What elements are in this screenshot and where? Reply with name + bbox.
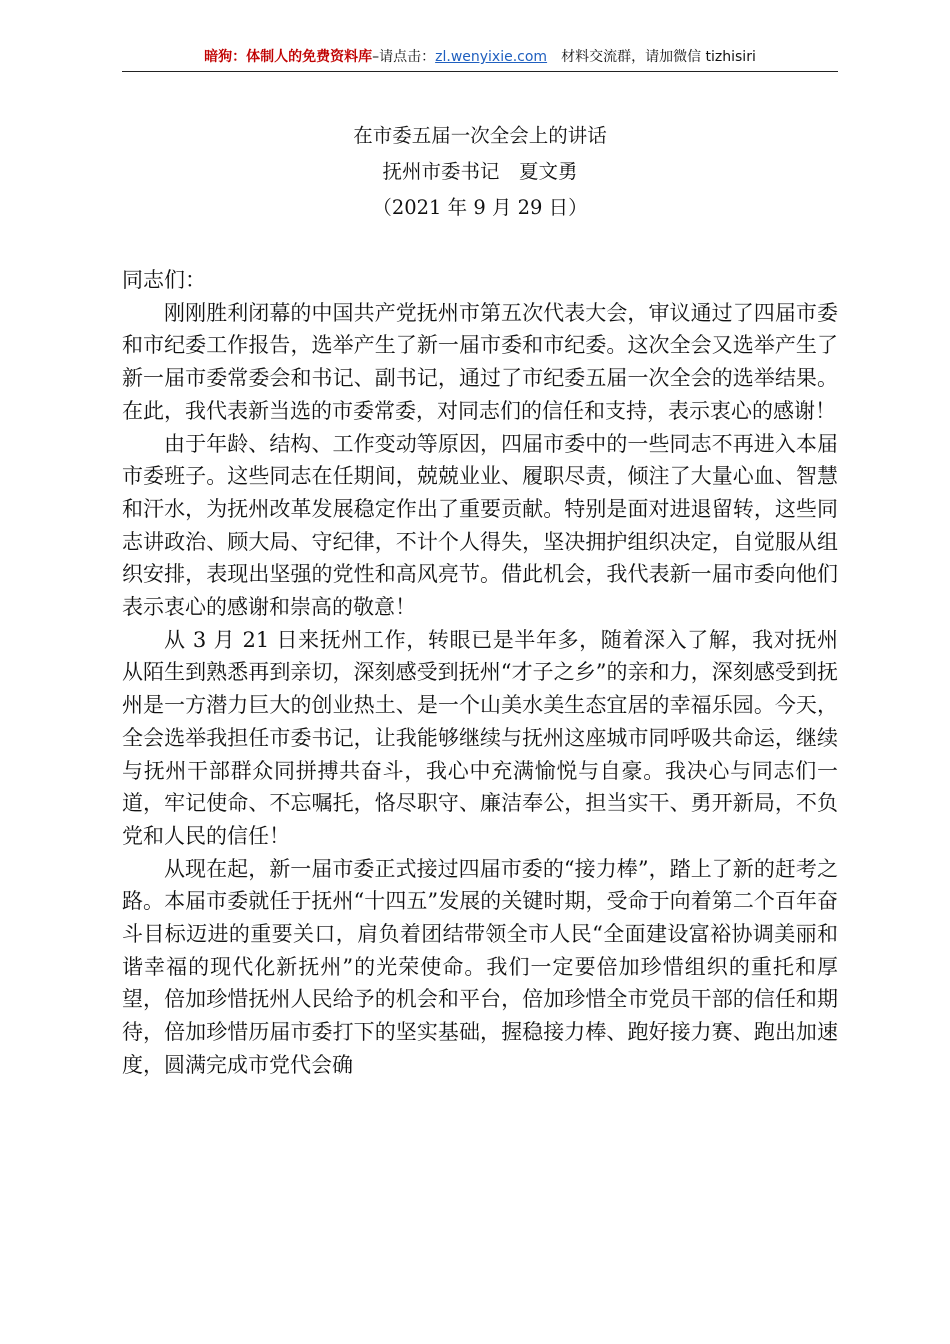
date-line: （2021 年 9 月 29 日） <box>372 196 588 219</box>
document-title: 在市委五届一次全会上的讲话 <box>353 124 607 147</box>
paragraph: 从现在起，新一届市委正式接过四届市委的“接力棒”，踏上了新的赶考之路。本届市委就任于抚州“十四五”发展的关键时期，受命于向着第二个百年奋斗目标迈进的重要关口，肩负着团结带领全市人民“全面建设富裕协调美丽和谐幸福的现代化新抚州”的光荣使命。我们一定要倍加珍惜组织的重托和厚望，倍加珍惜抚州人民给予的机会和平台，倍加珍惜全市党员干部的信任和期待，倍加珍惜历届市委打下的坚实基础，握稳接力棒、跑好接力赛、跑出加速度，圆满完成市党代会确 <box>122 856 838 1077</box>
paragraph: 由于年龄、结构、工作变动等原因，四届市委中的一些同志不再进入本届市委班子。这些同志在任期间，兢兢业业、履职尽责，倾注了大量心血、智慧和汗水，为抚州改革发展稳定作出了重要贡献。特别是面对进退留转，这些同志讲政治、顾大局、守纪律，不计个人得失，坚决拥护组织决定，自觉服从组织安排，表现出坚强的党性和高风亮节。借此机会，我代表新一届市委向他们表示衷心的感谢和崇高的敬意！ <box>122 431 838 620</box>
title-block <box>122 118 838 226</box>
header-prompt: –请点击： <box>372 49 436 65</box>
speaker-line: 抚州市委书记 夏文勇 <box>382 160 578 183</box>
header-link[interactable]: zl.wenyixie.com <box>435 49 548 65</box>
paragraph: 刚刚胜利闭幕的中国共产党抚州市第五次代表大会，审议通过了四届市委和市纪委工作报告，选举产生了新一届市委和市纪委。这次全会又选举产生了新一届市委常委会和书记、副书记，通过了市纪委五届一次全会的选举结果。在此，我代表新当选的市委常委，对同志们的信任和支持，表示衷心的感谢！ <box>122 300 838 423</box>
paragraph: 从 3 月 21 日来抚州工作，转眼已是半年多，随着深入了解，我对抚州从陌生到熟悉再到亲切，深刻感受到抚州“才子之乡”的亲和力，深刻感受到抚州是一方潜力巨大的创业热土、是一个山美水美生态宜居的幸福乐园。今天，全会选举我担任市委书记，让我能够继续与抚州这座城市同呼吸共命运，继续与抚州干部群众同拼搏共奋斗，我心中充满愉悦与自豪。我决心与同志们一道，牢记使命、不忘嘱托，恪尽职守、廉洁奉公，担当实干、勇开新局，不负党和人民的信任！ <box>122 627 838 848</box>
header-divider <box>122 71 838 72</box>
header-brand: 暗狗：体制人的免费资料库 <box>204 49 373 65</box>
page-header <box>122 44 838 70</box>
header-contact: 材料交流群，请加微信 tizhisiri <box>561 49 756 65</box>
speech-body <box>122 264 838 1082</box>
salutation: 同志们： <box>122 268 206 292</box>
